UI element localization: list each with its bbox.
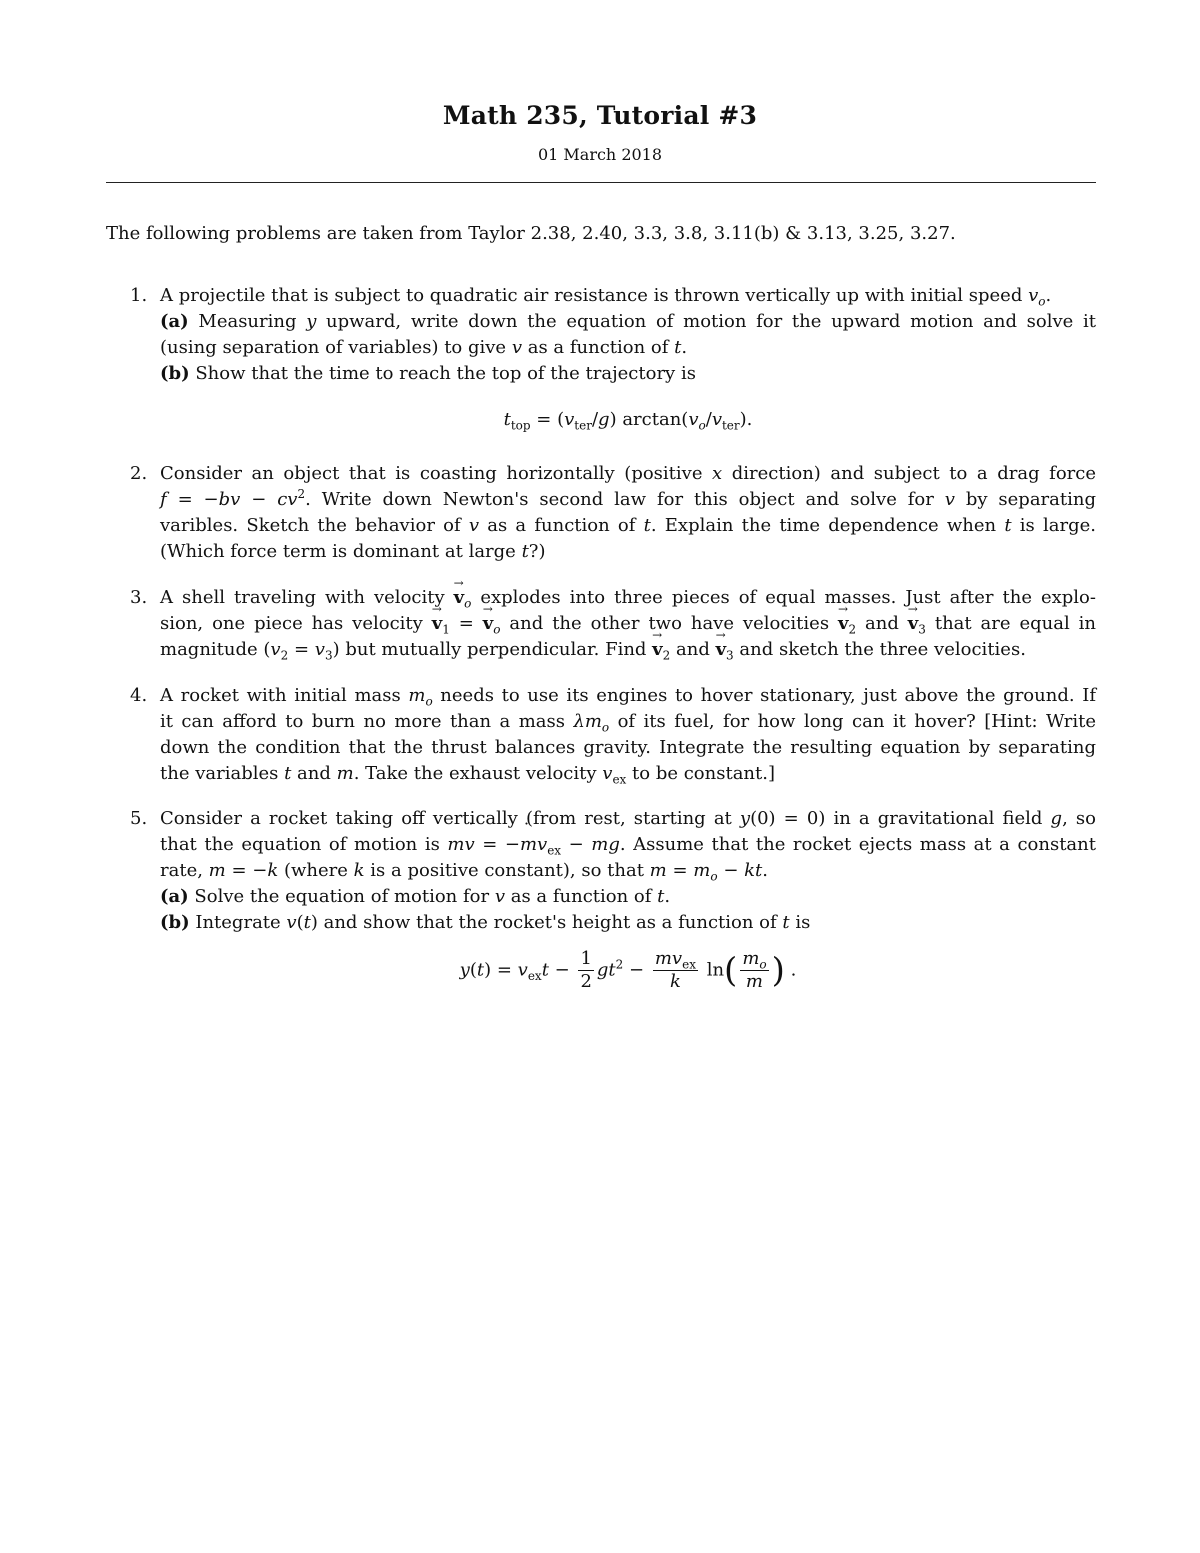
problem-5-line-1: Consider a rocket taking off vertically (from rest, starting at y(0) = 0) in a gravitational field g, so	[160, 808, 1096, 829]
equation-y-of-t: $y(t) = v_{ex}t$ − $\frac{1}{2}$ $gt^2$ − $\frac{mv_{ex}}{k}$ ln( $\frac{m_o}{m}$ ) .	[459, 948, 797, 992]
problem-1	[106, 283, 1096, 439]
problem-2-line-3: varibles. Sketch the behavior of v as a function of t. Explain the time dependence when t is large.	[160, 515, 1096, 536]
problem-5-line-3: rate, ˙ m = −k (where k is a positive constant), so that $m = m_o$ − kt.	[160, 858, 1096, 884]
problem-4-line-2: it can afford to burn no more than a mass $\lambda m_o$ of its fuel, for how long can it hover? [Hint: Write	[160, 711, 1096, 735]
problem-1-line-2: (a) Measuring y upward, write down the equation of motion for the upward motion and solve it	[160, 311, 1096, 332]
page-title: Math 235, Tutorial #3	[442, 101, 758, 130]
problem-3-line-1: A shell traveling with velocity → $v_o$ explodes into three pieces of equal masses. Just after the explo-	[160, 585, 1096, 611]
intro-paragraph: The following problems are taken from Taylor 2.38, 2.40, 3.3, 3.8, 3.11(b) & 3.13, 3.25, 3.27.	[106, 223, 956, 244]
problem-1-line-4: (b) Show that the time to reach the top of the trajectory is	[160, 363, 696, 384]
problem-number: 5.	[130, 808, 148, 829]
problem-3	[106, 585, 1096, 663]
problem-4-line-4: the variables t and m. Take the exhaust velocity $v_{ex}$ to be constant.]	[160, 763, 776, 787]
problem-5-line-2: that the equation of motion is m˙ v = −˙ $mv_{ex}$ − mg. Assume that the rocket ejects mass at a constant	[160, 832, 1096, 858]
problem-4	[106, 683, 1096, 787]
problem-2	[106, 461, 1096, 565]
header-divider	[106, 182, 1096, 183]
problem-5	[106, 806, 1096, 999]
problem-number: 2.	[130, 463, 148, 484]
problem-2-line-1: Consider an object that is coasting horizontally (positive x direction) and subject to a drag force	[160, 463, 1096, 484]
problem-3-line-2: sion, one piece has velocity → $v_1$ = → $v_o$ and the other two have velocities → $v_2$ and → $v_3$ that are equal in	[160, 611, 1096, 637]
problem-3-line-3: magnitude $(v_2 = v_3)$ but mutually perpendicular. Find → $v_2$ and → $v_3$ and sketch the three velocities.	[160, 637, 1096, 663]
problem-4-line-3: down the condition that the thrust balances gravity. Integrate the resulting equation by separating	[160, 737, 1096, 758]
problem-5-line-4: (a) Solve the equation of motion for v as a function of t.	[160, 886, 671, 907]
problem-number: 3.	[130, 587, 148, 608]
document-date: 01 March 2018	[537, 145, 663, 164]
equation-t-top: $t_{top} = (v_{ter}/g)$ $\arctan(v_o/v_{ter})$.	[503, 409, 753, 433]
problem-number: 1.	[130, 285, 148, 306]
problem-2-line-4: (Which force term is dominant at large t?)	[160, 541, 546, 562]
problem-1-line-3: (using separation of variables) to give v as a function of t.	[160, 337, 688, 358]
problem-2-line-2: $f = -bv - cv^2$. Write down Newton's second law for this object and solve for v by separating	[160, 487, 1096, 510]
problem-1-line-1: A projectile that is subject to quadratic air resistance is thrown vertically up with initial speed $v_o$.	[160, 285, 1052, 309]
problem-number: 4.	[130, 685, 148, 706]
problem-4-line-1: A rocket with initial mass $m_o$ needs to use its engines to hover stationary, just above the ground. If	[160, 685, 1096, 709]
problem-5-line-5: (b) Integrate v(t) and show that the rocket's height as a function of t is	[160, 912, 811, 933]
